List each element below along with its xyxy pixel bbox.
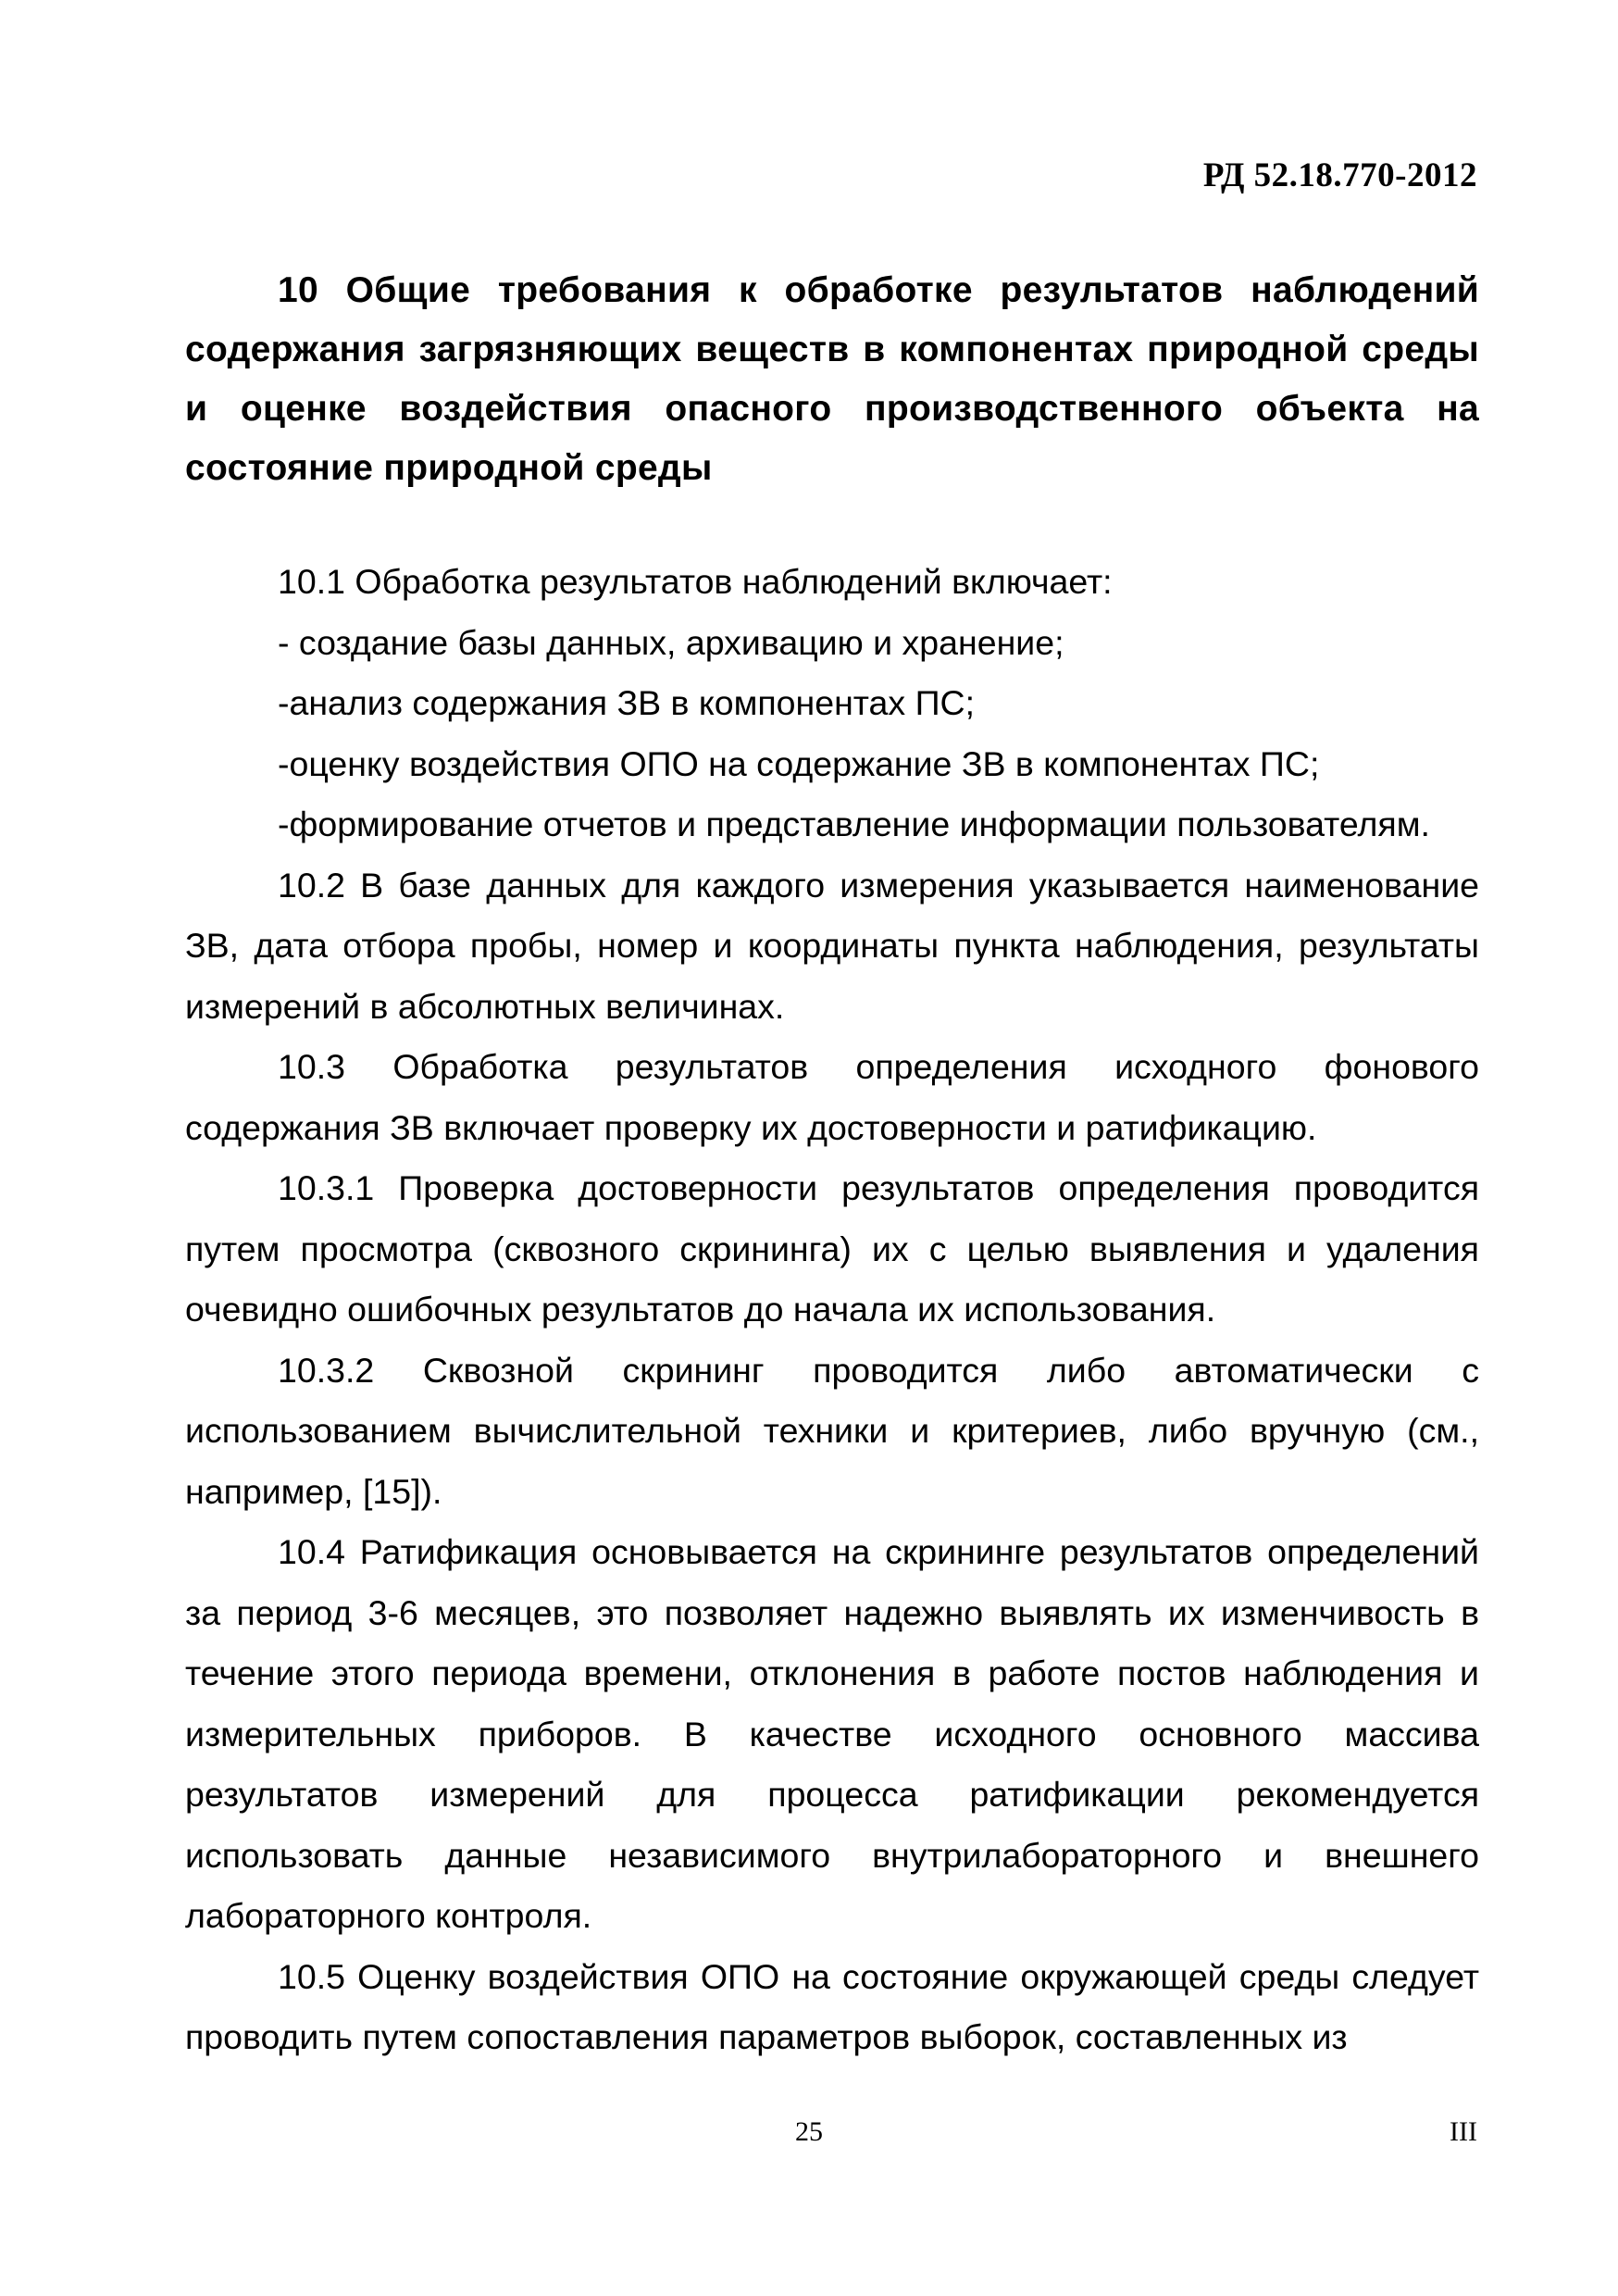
section-title: 10 Общие требования к обработке результатов наблюдений содержания загрязняющих веществ в компонентах природной среды и оценке воздействия опасного производственного объекта на состояние природной среды xyxy=(185,270,1479,488)
section-body xyxy=(185,552,1479,2068)
list-item: -оценку воздействия ОПО на содержание ЗВ в компонентах ПС; xyxy=(278,743,1320,783)
paragraph-10-2: 10.2 В базе данных для каждого измерения указывается наименование ЗВ, дата отбора пробы, номер и координаты пункта наблюдения, результаты измерений в абсолютных величинах. xyxy=(185,865,1479,1026)
document-code: РД 52.18.770-2012 xyxy=(1202,156,1477,194)
paragraph-10-3-2: 10.3.2 Сквозной скрининг проводится либо автоматически с использованием вычислительной техники и критериев, либо вручную (см., например, [15]). xyxy=(185,1350,1479,1511)
page-number: 25 xyxy=(795,2116,823,2147)
list-item: -анализ содержания ЗВ в компонентах ПС; xyxy=(278,683,976,722)
paragraph-10-1: 10.1 Обработка результатов наблюдений включает: xyxy=(278,562,1113,601)
paragraph-10-3-1: 10.3.1 Проверка достоверности результатов определения проводится путем просмотра (сквозного скрининга) их с целью выявления и удаления очевидно ошибочных результатов до начала их использования. xyxy=(185,1168,1479,1329)
paragraph-10-3: 10.3 Обработка результатов определения исходного фонового содержания ЗВ включает проверку их достоверности и ратификацию. xyxy=(185,1047,1479,1147)
edition-mark: III xyxy=(1450,2116,1477,2147)
paragraph-10-4: 10.4 Ратификация основывается на скрининге результатов определений за период 3-6 месяцев, это позволяет надежно выявлять их изменчивость в течение этого периода времени, отклонения в работе постов наблюдения и измерительных приборов. В качестве исходного основного массива результатов измерений для процесса ратификации рекомендуется использовать данные независимого внутрилабораторного и внешнего лабораторного контроля. xyxy=(185,1532,1479,1935)
list-item: -формирование отчетов и представление информации пользователям. xyxy=(278,805,1430,843)
paragraph-10-5: 10.5 Оценку воздействия ОПО на состояние окружающей среды следует проводить путем сопоставления параметров выборок, составленных из xyxy=(185,1956,1479,2056)
page-content xyxy=(185,261,1479,2068)
list-item: - создание базы данных, архивацию и хранение; xyxy=(278,622,1064,662)
